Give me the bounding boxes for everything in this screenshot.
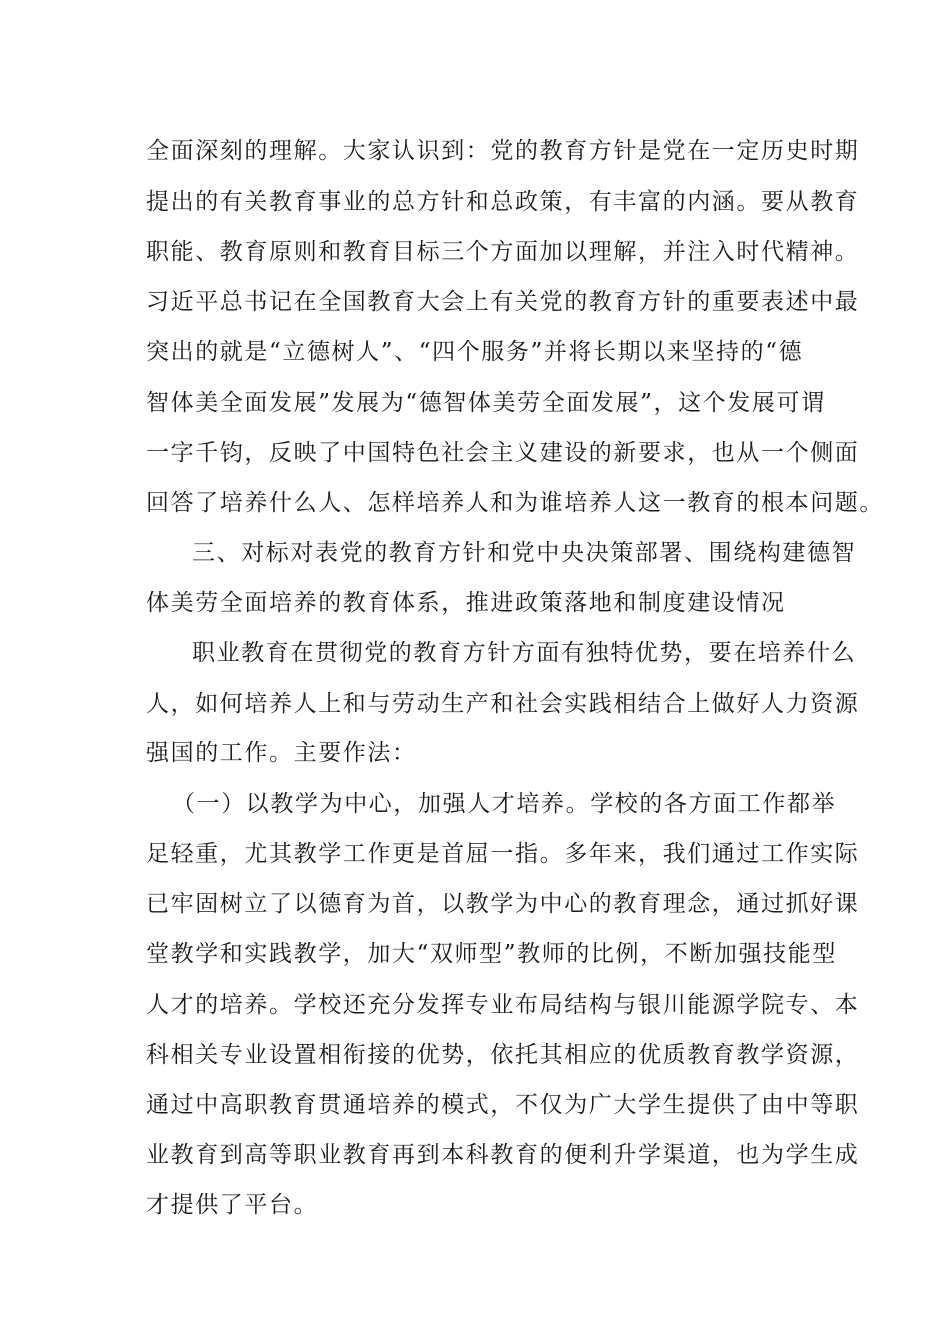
text-line: 提出的有关教育事业的总方针和总政策，有丰富的内涵。要从教育	[146, 189, 860, 215]
text-line: 回答了培养什么人、怎样培养人和为谁培养人这一教育的根本问题。	[146, 490, 884, 516]
text-line: 职能、教育原则和教育目标三个方面加以理解，并注入时代精神。	[146, 239, 860, 265]
text-line: 科相关专业设置相衔接的优势，依托其相应的优质教育教学资源，	[146, 1042, 860, 1068]
text-line: 职业教育在贯彻党的教育方针方面有独特优势，要在培养什么	[192, 640, 857, 666]
text-line: 通过中高职教育贯通培养的模式，不仅为广大学生提供了由中等职	[146, 1092, 860, 1118]
text-line: 强国的工作。主要作法：	[146, 740, 417, 766]
section-heading-line: 体美劳全面培养的教育体系，推进政策落地和制度建设情况	[146, 590, 786, 616]
text-line: 已牢固树立了以德育为首，以教学为中心的教育理念，通过抓好课	[146, 891, 860, 917]
text-line: 足轻重，尤其教学工作更是首屈一指。多年来，我们通过工作实际	[146, 841, 860, 867]
text-line: 堂教学和实践教学，加大“双师型”教师的比例，不断加强技能型	[146, 941, 837, 967]
subsection-heading-line: （一）以教学为中心，加强人才培养。学校的各方面工作都举	[172, 791, 837, 817]
text-line: 人，如何培养人上和与劳动生产和社会实践相结合上做好人力资源	[146, 691, 860, 717]
text-line: 人才的培养。学校还充分发挥专业布局结构与银川能源学院专、本	[146, 992, 860, 1018]
text-line: 一字千钧，反映了中国特色社会主义建设的新要求，也从一个侧面	[146, 440, 860, 466]
text-line: 才提供了平台。	[146, 1192, 319, 1218]
section-heading-line: 三、对标对表党的教育方针和党中央决策部署、围绕构建德智	[192, 540, 857, 566]
text-line: 习近平总书记在全国教育大会上有关党的教育方针的重要表述中最	[146, 289, 860, 315]
text-line: 业教育到高等职业教育再到本科教育的便利升学渠道，也为学生成	[146, 1142, 860, 1168]
text-line: 智体美全面发展”发展为“德智体美劳全面发展”，这个发展可谓	[146, 390, 826, 416]
text-line: 全面深刻的理解。大家认识到：党的教育方针是党在一定历史时期	[146, 138, 860, 164]
text-line: 突出的就是“立德树人”、“四个服务”并将长期以来坚持的“德	[146, 339, 804, 365]
